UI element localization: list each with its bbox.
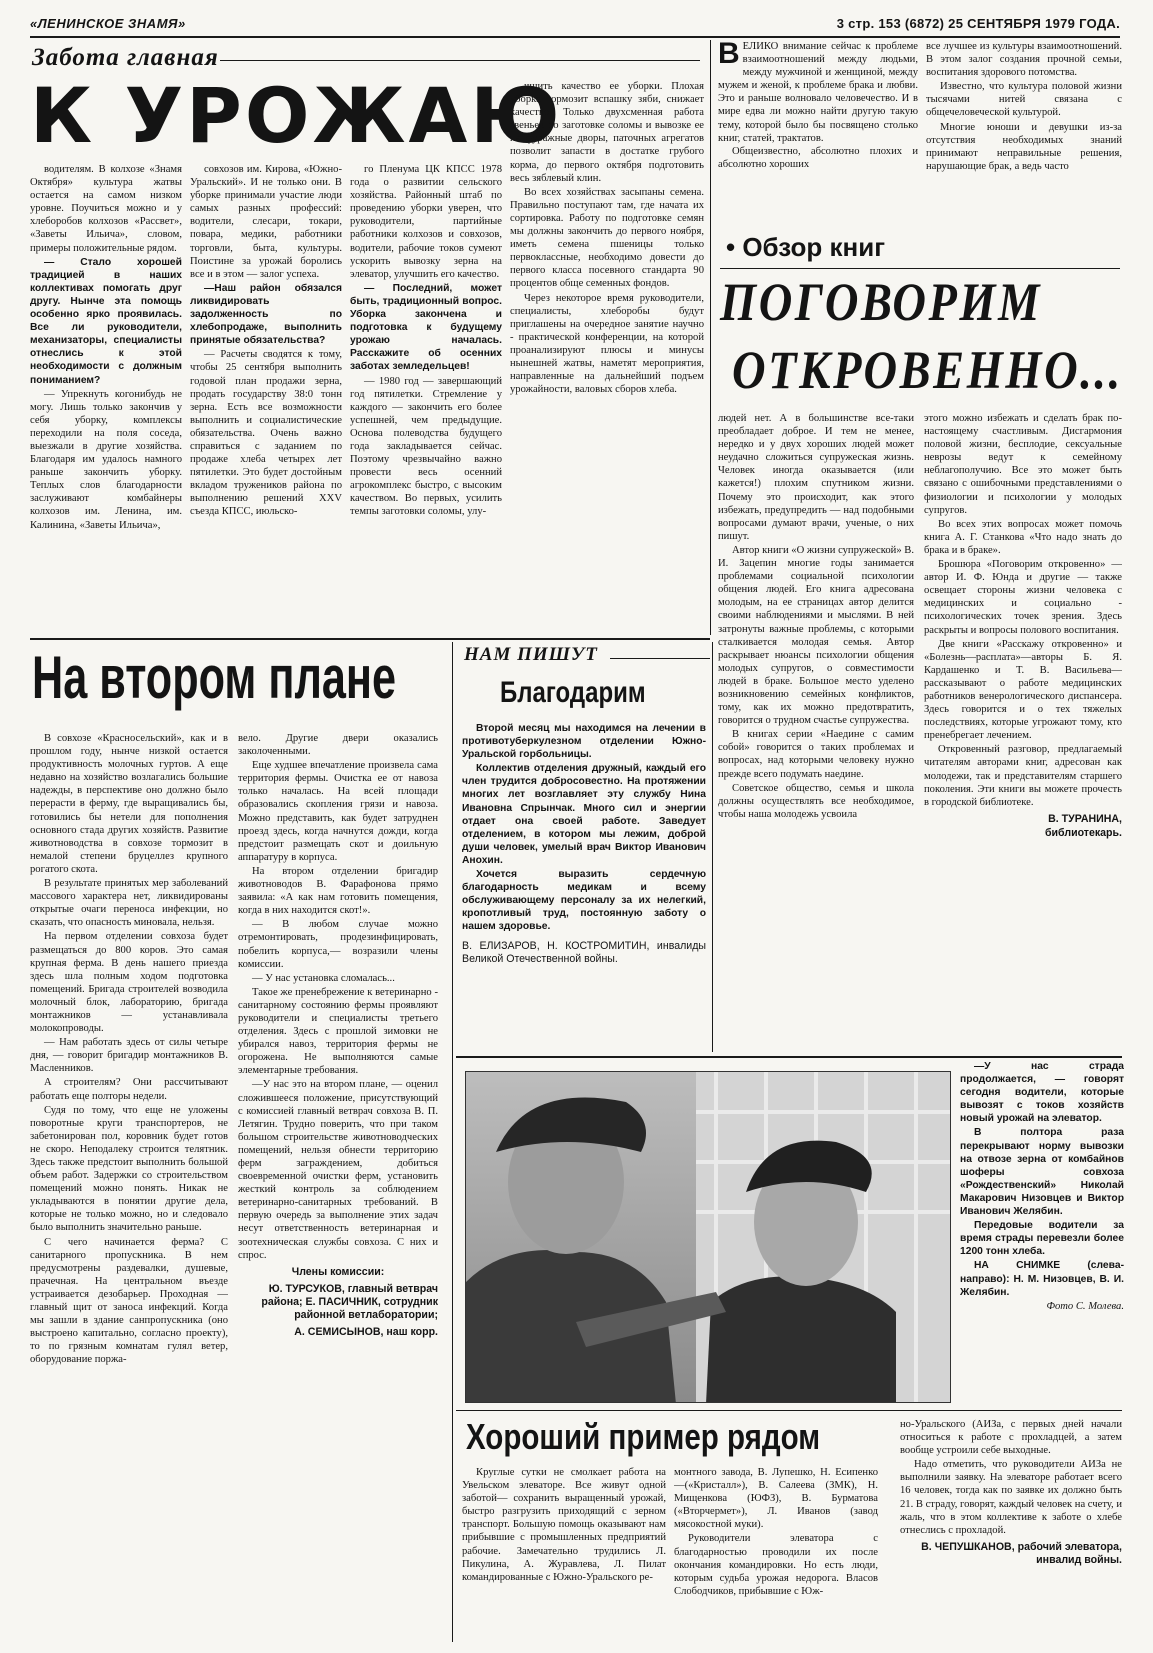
farm-c1-p6: Судя по тому, что еще не уложены поворотные круги транспортеров, не забетонирован пол, коровник будет готов не скоро. Неподалеку строится телятник. Здесь также предстоит выполнить большой объем работ. Задержки со строительством помещений можно понять. Никак не укладываются в понятии другие дела, которые не только можно, но и следовало было выполнить значительно раньше.	[30, 1104, 228, 1234]
books-rubric-rule	[720, 268, 1120, 269]
farm-c2-p4: — В любом случае можно отремонтировать, продезинфицировать, побелить корпуса,— возразили члены комиссии.	[238, 919, 438, 970]
example-column-2	[674, 1466, 878, 1646]
example-c2-p2: Руководители элеватора с благодарностью проводили их после окончания командировки. Но есть люди, которым судьба урожая недорога. Власов Слободчиков, прибывшие с Юж-	[674, 1533, 878, 1597]
farm-c2-p2: Еще худшее впечатление произвела сама территория фермы. Очистка ее от навоза только началась. На всей площади образовались скопления грязи и навоза. Можно представить, как будет затруднен проезд здесь, когда начнутся дожди, когда предстоит размещать скот и доильную аппаратуру в корпуса.	[238, 760, 438, 863]
letters-p1: Второй месяц мы находимся на лечении в противотуберкулезном отделении Южно-Уральской горбольницы.	[462, 723, 706, 761]
example-column-1	[462, 1466, 666, 1646]
caption-p4: НА СНИМКЕ (слева-направо): Н. М. Низовцев, В. И. Желябин.	[960, 1260, 1124, 1298]
harvest-kicker: Забота главная	[32, 44, 219, 71]
example-c3-p1: но-Уральского (АИЗа, с первых дней начали относиться к работе с прохладцей, а затем вообще устроили себе выходные.	[900, 1419, 1122, 1457]
books-dropcap: В	[718, 40, 740, 70]
letters-p2: Коллектив отделения дружный, каждый его член трудится добросовестно. На протяжении многих лет возглавляет эту службу Нина Ивановна Спрынчак. Много сил и энергии отдает она своей работе. Заведует отделением, в котором мы лежим, доброй души человек, умелый врач Виктор Иванович Анохин.	[462, 763, 706, 866]
farm-column-1	[30, 732, 228, 1644]
books-intro-p4: Известно, что культура половой жизни тысячами нитей связана с общечеловеческой культурой.	[926, 81, 1122, 119]
books-intro-p2: Общеизвестно, абсолютно плохих и абсолютно хороших	[718, 145, 918, 170]
books-rubric: • Обзор книг	[726, 232, 886, 262]
harvest-c2-p2: —Наш район обязался ликвидировать задолженность по хлебопродаже, выполнить принятые обязательства?	[190, 282, 342, 347]
harvest-c1-p3: — Упрекнуть когонибудь не могу. Лишь только закончив у себя уборку, комплексы переходили на поля соседа, выезжали в другие хозяйства. Благодаря им удалось намного раньше закончить уборку. Теплых слов благодарности заслуживают комбайнеры колхозов им. Ленина, им. Калинина, «Заветы Ильича»,	[30, 388, 182, 531]
books-c2-p1: этого можно избежать и сделать брак по-настоящему счастливым. Дисгармония половой жизни, бесплодие, сексуальные неврозы ведут к семейному неблагополучию. Все это может быть связано с ошибочными представлениями о физиологии и психологии у молодых супругов.	[924, 413, 1122, 516]
example-column-3	[900, 1418, 1122, 1648]
farm-c1-p4: — Нам работать здесь от силы четыре дня, — говорит бригадир монтажников В. Масленников.	[30, 1037, 228, 1075]
harvest-c4-p2: Во всех хозяйствах засыпаны семена. Правильно поступают там, где начата их сортировка. Работу по подготовке семян мы должны закончить до первого ноября, иметь семена пшеницы только первоклассные, необходимо довести до первого класса посевного стандарта 90 процентов обще семенных фондов.	[510, 186, 704, 290]
farm-right-rule	[452, 642, 453, 1642]
photo-credit: Фото С. Молева.	[1046, 1300, 1124, 1312]
farm-c1-p5: А строителям? Они рассчитывают работать еще полторы недели.	[30, 1077, 228, 1102]
masthead	[30, 14, 1120, 36]
example-signature: В. ЧЕПУШКАНОВ, рабочий элеватора, инвалид войны.	[921, 1540, 1122, 1566]
farm-c2-p3: На втором отделении бригадир животноводов В. Фарафонова прямо заявила: «А как нам готовить помещения, когда в них находится скот!».	[238, 865, 438, 917]
harvest-column-2	[190, 163, 342, 635]
books-signature-role: библиотекарь.	[1045, 826, 1122, 839]
farm-members-label: Члены комиссии:	[291, 1265, 385, 1278]
books-c2-p4: Две книги «Расскажу откровенно» и «Болезнь—расплата»—авторы Б. Я. Кардашенко и Т. В. Васильева—рассказывают о работе медицинских работников венерологического диспансера. Здесь говорится и о тех тяжелых последствиях, которые угрожают тому, кто пренебрегает лечением.	[924, 638, 1122, 742]
farm-c1-p7: С чего начинается ферма? С санитарного пропускника. В нем предусмотрены раздевалки, душевые, прачечная. На центральном въезде устраивается дезобарьер. Проходная — главный щит от заноса инфекций. Когда мы зашли в здание санпропускника (оно выстроено капитально, согласно проекту), то по грязным комнатам гулял ветер, оборудование поржа-	[30, 1236, 228, 1366]
example-top-rule	[456, 1410, 1122, 1411]
books-intro-column-2	[926, 40, 1122, 220]
farm-c2-p5: — У нас установка сломалась...	[252, 972, 395, 984]
books-c1-p1: людей нет. А в большинстве все-таки преобладает доброе. И тем не менее, нередко и у двух хороших людей может неудачно сложиться супружеская жизнь. Человек иногда оказывается (или кажется!) плохим спутником жизни. Почему это происходит, как этого избежать, предупредить — над подобными вопросами думают врачи, ученые, о них пишут.	[718, 413, 914, 542]
photo-two-drivers	[465, 1071, 951, 1403]
letters-p3: Хочется выразить сердечную благодарность медикам и всему обслуживающему персоналу за их нелегкий, кропотливый труд, постоянную заботу о нашем здоровье.	[462, 869, 706, 933]
harvest-column-4	[510, 80, 704, 635]
harvest-right-rule	[710, 40, 711, 635]
example-title: Хороший пример рядом	[466, 1416, 821, 1457]
farm-column-2	[238, 732, 438, 1644]
harvest-c1-p2: — Стало хорошей традицией в наших коллективах помогать друг другу. Нынче эта помощь особенно ярко проявилась. Все ли руководители, механизаторы, специалисты отнеслись к этой необходимости с должным пониманием?	[30, 256, 182, 386]
photo-top-rule	[456, 1056, 1122, 1058]
books-c2-p3: Брошюра «Поговорим откровенно» — автор И. Ф. Юнда и другие — также освещает стороны жизни человека с медицинских и социально - психологических точек зрения. Здесь раскрыты и вопросы полового воспитания.	[924, 559, 1122, 636]
farm-c2-p7: —У нас это на втором плане, — оценил сложившееся положение, присутствующий с комиссией главный ветврач совхоза В. П. Летягин. Трудно поверить, что при таком большом строительстве животноводческих помещений, нельзя обнести территорию ферм заграждением, добиться своевременной очистки ферм, установить жесткий контроль за соблюдением ветеринарно-санитарных требований. В первую очередь за выполнение этих задач несут ответственность ветеринарная и зоотехническая службы совхоза. С них и спрос.	[238, 1079, 438, 1261]
letters-title: Благодарим	[500, 676, 646, 709]
example-c1-p1: Круглые сутки не смолкает работа на Увельском элеваторе. Все живут одной заботой— сохранить выращенный урожай, быстро разгрузить приходящий с зерном транспорт. Большую помощь оказывают нам прибывшие с промышленных предприятий рабочие. Замечательно трудились Л. Пикулина, А. Журавлева, Л. Пилат командированные с Южно-Уральского ре-	[462, 1467, 666, 1583]
books-c1-p4: Советское общество, семья и школа должны осуществлять все необходимое, чтобы наша молодежь усвоила	[718, 782, 914, 820]
books-intro-column-1	[718, 40, 918, 220]
books-title-line-1: ПОГОВОРИМ	[720, 272, 1042, 332]
harvest-column-3	[350, 163, 502, 635]
letters-body	[462, 722, 706, 1022]
books-title-line-2: ОТКРОВЕННО...	[732, 340, 1123, 400]
harvest-c3-p1: го Пленума ЦК КПСС 1978 года о развитии сельского хозяйства. Районный штаб по проведению уборки уверен, что руководители, партийные работники колхозов и совхозов, водители, рабочие токов сумеют ускорить вывозку зерна на элеватор, улучшить его качество.	[350, 164, 502, 280]
books-c2-p5: Откровенный разговор, предлагаемый читателям авторами книг, адресован как молодежи, так и представителям старшего поколения. Эти книги вы можете прочесть в городской библиотеке.	[924, 744, 1122, 808]
harvest-c2-p1: совхозов им. Кирова, «Южно-Уральский». И не только они. В уборке принимали участие люди самых разных профессий: водители, слесари, токари, повара, медики, работники торговли, быта, культуры. Поистине за урожай боролись все и в этом — залог успеха.	[190, 164, 342, 280]
harvest-title: К УРОЖАЮ	[30, 71, 563, 160]
books-column-1	[718, 412, 914, 1022]
harvest-c3-p3: — 1980 год — завершающий год пятилетки. Стремление у каждого — закончить его более успешней, чем предыдущие. Основа полеводства будущего года закладывается сейчас. Поэтому чрезвычайно важно провести весь осенний агрокомплекс быстро, с высоким качеством. Во первых, усилить темпы заготовки соломы, улу-	[350, 375, 502, 518]
letters-right-rule	[712, 642, 713, 1052]
harvest-c2-p3: — Расчеты сводятся к тому, чтобы 25 сентября выполнить годовой план продажи зерна, продать государству 38:0 тонн зерна. Есть все возможности выполнить и социалистические обязательства. Очень важно справиться с заданием по продаже хлеба четырех лет пятилетки. Это будет достойным вкладом тружеников района по выполнению решений XXV съезда КПСС, июльско-	[190, 349, 342, 518]
books-signature: В. ТУРАНИНА,	[1048, 812, 1122, 825]
example-c2-p1: монтного завода, В. Лупешко, Н. Есипенко—(«Кристалл»), В. Салеева (ЗМК), Н. Мищенкова (ЮФЗ), В. Бурматова («Вторчермет»), Л. Иванов (завод мясокостной муки).	[674, 1467, 878, 1531]
farm-title: На втором плане	[32, 644, 397, 711]
masthead-rule	[30, 36, 1120, 38]
books-intro-p1: ЕЛИКО внимание сейчас к проблеме взаимоотношений между людьми, между мужчиной и женщиной, между мужем и женой, к проблеме брака и любви. Это и раньше волновало человечество. И в мире едва ли можно найти другую такую тему, которой было бы посвящено столько книг, статей, трактатов.	[718, 41, 918, 144]
newspaper-name: «ЛЕНИНСКОЕ ЗНАМЯ»	[30, 16, 186, 31]
caption-p2: В полтора раза перекрывают норму вывозки на отвозе зерна от комбайнов шоферы совхоза «Рождественский» Николай Макарович Низовцев и Виктор Иванович Желябин.	[960, 1127, 1124, 1218]
caption-p3: Передовые водители за время страды перевезли более 1200 тонн хлеба.	[960, 1220, 1124, 1258]
farm-members-1: Ю. ТУРСУКОВ, главный ветврач района; Е. ПАСИЧНИК, сотрудник районной ветлаборатории;	[261, 1282, 438, 1322]
letters-kicker: НАМ ПИШУТ	[464, 644, 598, 665]
books-c2-p2: Во всех этих вопросах может помочь книга А. Г. Станкова «Что надо знать до брака и в браке».	[924, 518, 1122, 556]
farm-c2-p6: Такое же пренебрежение к ветеринарно - санитарному состоянию фермы проявляют руководители и специалисты третьего отделения. Здесь с прошлой зимовки не убирался навоз, территория фермы не огорожена. Не выполняются самые элементарные требования.	[238, 986, 438, 1077]
books-column-2	[924, 412, 1122, 1052]
books-c1-p3: В книгах серии «Наедине с самим собой» говорится о таких проблемах и вопросах, над которыми человеку нужно прежде всего подумать наедине.	[718, 729, 914, 780]
farm-c1-p2: В результате принятых мер заболеваний массового характера нет, ликвидированы открытые очаги переноса инфекции, но сказать, что опасность миновала, нельзя.	[30, 878, 228, 929]
farm-c1-p1: В совхозе «Красносельский», как и в прошлом году, нынче низкой остается продуктивность молочных гуртов. А еще недавно на хозяйство возлагались большие надежды, в перспективе оно должно было перерасти в ферму, где выращивались бы, готовились бы нетели для пополнения основного стада других хозяйств. Развитие животноводства в совхозе тормозит в немалой степени бруцеллез крупного рогатого скота.	[30, 733, 228, 875]
books-intro-p5: Многие юноши и девушки из-за отсутствия необходимых знаний принимают неправильные решения, нарушающие брак, а ведь часто	[926, 121, 1122, 172]
books-c1-p2: Автор книги «О жизни супружеской» В. И. Зацепин многие годы занимается проблемами социальной психологии общения людей. Его книга адресована молодым, на ее страницах автор делится своими наблюдениями и мыслями. В ней затронуты важные проблемы, с которыми сталкивается молодая семья. Автор раскрывает нюансы психологии общения молодых супругов, о совместимости людей в браке. Большое место уделено возникновению семейных конфликтов, тому, как их можно предотвратить, говорится о трудном счастье супружества.	[718, 544, 914, 727]
harvest-bottom-rule	[30, 638, 710, 640]
harvest-c4-p1: чшить качество ее уборки. Плохая уборка тормозит вспашку зяби, снижает качество. Только двухсменная работа звеньев по заготовке соломы и вывозке ее на фуражные дворы, паточных агрегатов позволит запасти в достатке грубого корма, до первого октября подготовить весь зяблевый клин.	[510, 81, 704, 184]
farm-c2-p1: вело. Другие двери оказались заколоченными.	[238, 733, 438, 758]
harvest-c3-p2: — Последний, может быть, традиционный вопрос. Уборка закончена и подготовка к будущему урожаю началась. Расскажите об осенних заботах земледельцев!	[350, 282, 502, 373]
letters-kicker-rule	[610, 658, 710, 659]
caption-p1: —У нас страда продолжается, — говорят сегодня водители, которые вывозят с токов хозяйств новый урожай на элеватор.	[960, 1061, 1124, 1125]
letters-signature: В. ЕЛИЗАРОВ, Н. КОСТРОМИТИН, инвалиды Великой Отечественной войны.	[462, 939, 706, 965]
kicker-rule	[220, 60, 700, 61]
issue-info: 3 стр. 153 (6872) 25 СЕНТЯБРЯ 1979 ГОДА.	[836, 16, 1120, 31]
harvest-c1-p1: водителям. В колхозе «Знамя Октября» культура жатвы остается на самом низком уровне. Поучиться можно и у хлеборобов колхозов «Рассвет», «Заветы Ильича», словом, примеры положительные рядом.	[30, 164, 182, 254]
farm-c1-p3: На первом отделении совхоза будет размещаться до 800 коров. Это самая крупная ферма. В день нашего приезда здесь шла полным ходом подготовка помещений. Бригада строителей возводила молочный блок, лабораторию, бригада монтажников — устанавливала молокопроводы.	[30, 931, 228, 1035]
harvest-column-1	[30, 163, 182, 635]
farm-members-2: А. СЕМИСЫНОВ, наш корр.	[294, 1326, 438, 1339]
example-c3-p2: Надо отметить, что руководители АИЗа не выполнили заявку. На элеваторе работает всего 16 человек, тогда как по заявке их должно быть 21. В страду, говорят, каждый человек на счету, и жаль, что в этом коллективе к заботе о хлебе отнеслись с прохладой.	[900, 1459, 1122, 1536]
harvest-c4-p3: Через некоторое время руководители, специалисты, хлеборобы будут приглашены на очередное занятие научно - практической конференции, на которой проанализируют плюсы и минусы нынешней жатвы, наметят мероприятия, направленные на дальнейший подъем урожайности, валовых сборов хлеба.	[510, 292, 704, 396]
photo-caption	[960, 1060, 1124, 1410]
drivers-photo-image	[466, 1072, 951, 1403]
books-intro-p3: все лучшее из культуры взаимоотношений. В этом залог создания прочной семьи, воспитания здорового потомства.	[926, 41, 1122, 79]
